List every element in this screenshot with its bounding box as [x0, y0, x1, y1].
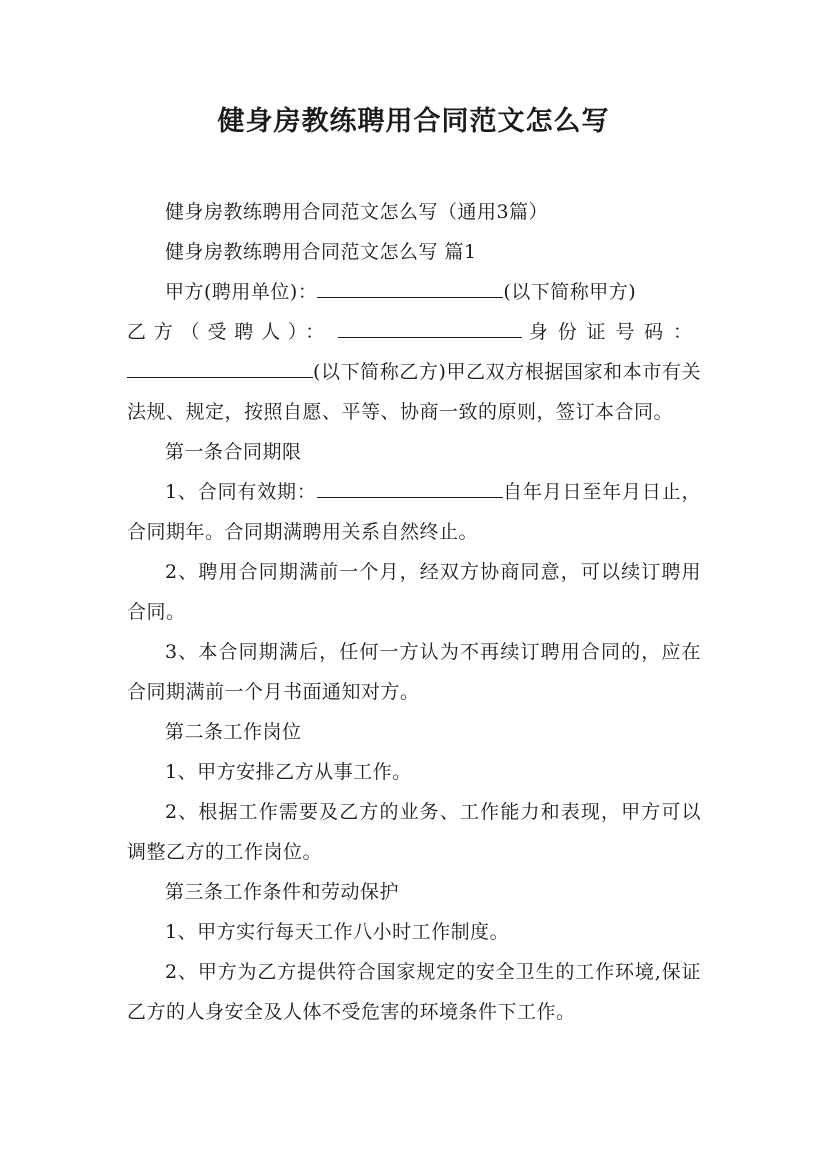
article3-heading: 第三条工作条件和劳动保护 — [165, 881, 400, 903]
party-a-blank — [317, 275, 503, 298]
document-title: 健身房教练聘用合同范文怎么写 — [217, 106, 610, 137]
party-a-paragraph — [127, 272, 701, 312]
article1-heading: 第一条合同期限 — [165, 441, 302, 463]
party-a-suffix: (以下简称甲方) — [503, 281, 637, 303]
article1-item3: 3、本合同期满后，任何一方认为不再续订聘用合同的，应在合同期满前一个月书面通知对方。 — [127, 641, 701, 703]
article2-heading: 第二条工作岗位 — [165, 721, 302, 743]
party-a-label: 甲方(聘用单位)： — [165, 281, 318, 303]
document-body — [127, 192, 701, 1032]
article3-item2: 2、甲方为乙方提供符合国家规定的安全卫生的工作环境,保证乙方的人身安全及人体不受危害的环境条件下工作。 — [127, 961, 701, 1023]
party-b-suffix: (以下简称乙方)甲乙双方根据国家和本市有关法规、规定，按照自愿、平等、协商一致的原则，签订本合同。 — [127, 361, 701, 423]
section-heading: 健身房教练聘用合同范文怎么写 篇1 — [165, 241, 477, 263]
party-b-id-label: 身份证号码： — [528, 321, 701, 343]
article1-item1 — [127, 472, 701, 552]
article3-item1: 1、甲方实行每天工作八小时工作制度。 — [165, 921, 510, 943]
party-b-paragraph — [127, 312, 701, 432]
party-b-name-blank — [338, 315, 522, 338]
party-b-label: 乙方（受聘人）： — [127, 321, 333, 343]
article2-item1: 1、甲方安排乙方从事工作。 — [165, 761, 412, 783]
subtitle-paragraph: 健身房教练聘用合同范文怎么写（通用3篇） — [165, 201, 549, 223]
article1-item1-suffix: 自年月日至年月日止，合同期年。合同期满聘用关系自然终止。 — [127, 481, 701, 543]
article1-item2: 2、聘用合同期满前一个月，经双方协商同意，可以续订聘用合同。 — [127, 561, 701, 623]
article1-item1-prefix: 1、合同有效期： — [165, 481, 317, 503]
party-b-id-blank — [127, 355, 313, 378]
article1-term-blank — [317, 475, 503, 498]
article2-item2: 2、根据工作需要及乙方的业务、工作能力和表现，甲方可以调整乙方的工作岗位。 — [127, 801, 701, 863]
